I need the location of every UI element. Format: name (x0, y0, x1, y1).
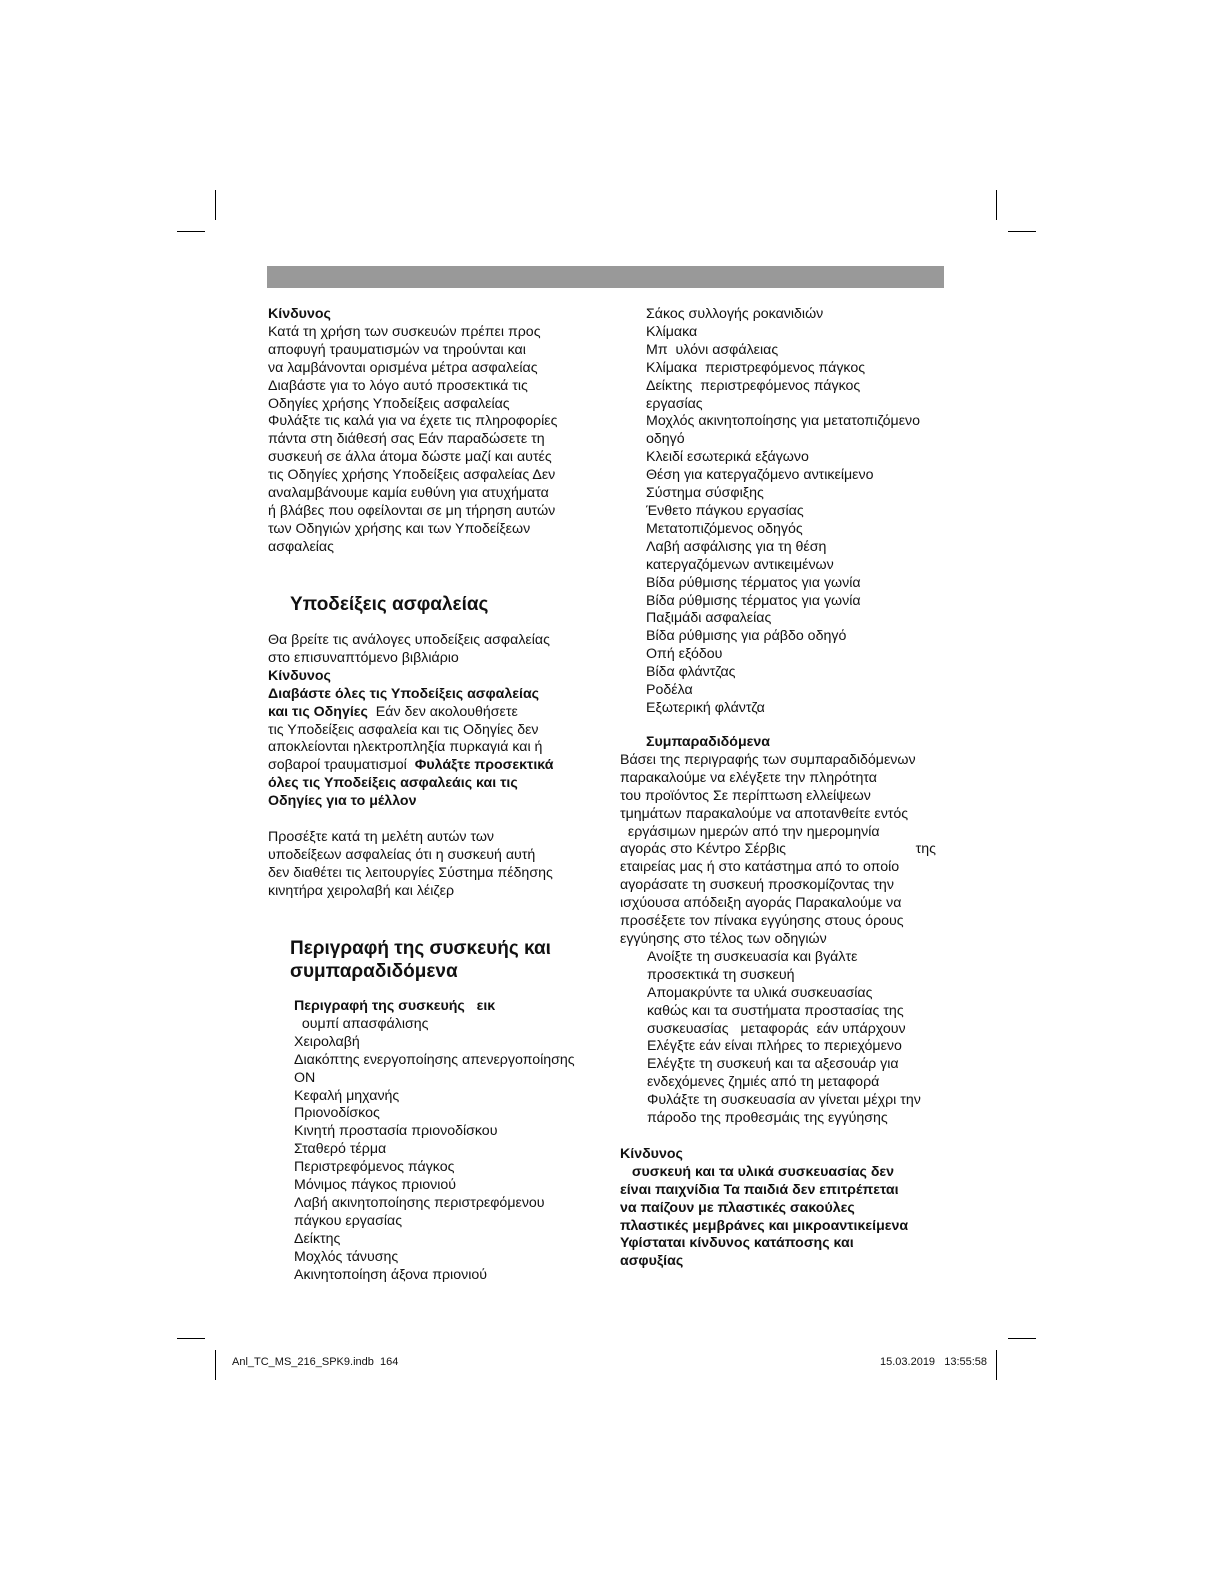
crop-mark-top-left-vertical (215, 190, 216, 220)
supplied-line: εγγύησης στο τέλος των οδηγιών (620, 930, 827, 947)
danger-line: αναλαμβάνουμε καμία ευθύνη για ατυχήματα (268, 485, 549, 502)
crop-mark-bottom-right-vertical (996, 1350, 997, 1380)
list-item: Κεφαλή μηχανής (294, 1087, 400, 1104)
danger-bold-line: όλες τις Υποδείξεις ασφαλεάις και τις (268, 775, 518, 792)
list-item: Μετατοπιζόμενος οδηγός (646, 520, 803, 537)
danger-bold-line: Διαβάστε όλες τις Υποδείξεις ασφαλείας (268, 685, 540, 702)
danger-normal-span: Εάν δεν ακολουθήσετε (367, 703, 518, 720)
danger-heading: Κίνδυνος (268, 306, 331, 322)
left-column (268, 306, 598, 557)
list-item: Κλίμακα (646, 323, 698, 340)
description-heading (290, 937, 551, 983)
list-item: Δείκτης (294, 1230, 341, 1247)
danger-line: πάντα στη διάθεσή σας Εάν παραδώσετε τη (268, 431, 545, 448)
danger-bold-line: ασφυξίας (620, 1253, 684, 1270)
supplied-line-right: της (915, 841, 936, 858)
list-item: Πριονοδίσκος (294, 1105, 380, 1122)
list-item: ON (294, 1069, 316, 1086)
description-heading-line: Περιγραφή της συσκευής και (290, 938, 551, 959)
supplied-line: Βάσει της περιγραφής των συμπαραδιδόμενων (620, 751, 916, 768)
list-item: οδηγό (646, 431, 685, 448)
list-item: Εξωτερική φλάντζα (646, 699, 765, 716)
note-line: κινητήρα χειρολαβή και λέιζερ (268, 882, 455, 899)
danger-line: Κατά τη χρήση των συσκευών πρέπει προς (268, 323, 541, 340)
list-item: Διακόπτης ενεργοποίησης απενεργοποίησης (294, 1051, 575, 1068)
danger-bold-line: Οδηγίες για το μέλλον (268, 793, 417, 810)
list-item: Βίδα φλάντζας (646, 664, 736, 681)
figure-items-list (294, 998, 604, 1285)
danger-line: Οδηγίες χρήσης Υποδείξεις ασφαλείας (268, 395, 510, 412)
danger-bold-line: Υφίσταται κίνδυνος κατάποσης και (620, 1235, 854, 1252)
list-item: Σύστημα σύσφιξης (646, 485, 764, 502)
danger-bold-span: και τις Οδηγίες (268, 703, 368, 720)
header-bar (267, 266, 944, 288)
danger-line: συσκευή σε άλλα άτομα δώστε μαζί και αυτές (268, 449, 552, 466)
supplied-line: εργάσιμων ημερών από την ημερομηνία (620, 823, 880, 840)
supplied-heading: Συμπαραδιδόμενα (646, 734, 770, 750)
supplied-line: παρακαλούμε να ελέγξετε την πληρότητα (620, 769, 877, 786)
danger-line: αποφυγή τραυματισμών να τηρούνται και (268, 341, 526, 358)
danger-line: τις Υποδείξεις ασφαλεία και τις Οδηγίες δεν (268, 721, 539, 738)
safety-intro-line: στο επισυναπτόμενο βιβλιάριο (268, 649, 459, 666)
supplied-line: ισχύουσα απόδειξη αγοράς Παρακαλούμε να (620, 895, 902, 912)
danger-line: Φυλάξτε τις καλά για να έχετε τις πληροφορίες (268, 413, 558, 430)
danger-bold-line: να παίζουν με πλαστικές σακούλες (620, 1199, 855, 1216)
list-item: Σταθερό τέρμα (294, 1141, 387, 1158)
supplied-section (620, 734, 938, 1271)
list-item: ουμπί απασφάλισης (294, 1015, 429, 1032)
list-item: Βίδα ρύθμισης τέρματος για γωνία (646, 592, 861, 609)
step-line: Ανοίξτε τη συσκευασία και βγάλτε (647, 948, 858, 965)
list-item: Παξιμάδι ασφαλείας (646, 610, 772, 627)
safety-intro-line: Θα βρείτε τις ανάλογες υποδείξεις ασφαλείας (268, 632, 550, 648)
crop-mark-bottom-right-horizontal (1008, 1338, 1036, 1339)
right-items-list (646, 306, 946, 718)
danger-line: Διαβάστε για το λόγο αυτό προσεκτικά τις (268, 377, 528, 394)
list-item: Ένθετο πάγκου εργασίας (646, 502, 804, 519)
list-item: Κλίμακα περιστρεφόμενος πάγκος (646, 359, 866, 376)
list-item: Μοχλός ακινητοποίησης για μετατοπιζόμενο (646, 413, 921, 430)
crop-mark-top-left-horizontal (177, 231, 205, 232)
list-item: Μπ υλόνι ασφάλειας (646, 341, 779, 358)
list-item: Κλειδί εσωτερικά εξάγωνο (646, 449, 809, 466)
list-item: Σάκος συλλογής ροκανιδιών (646, 306, 824, 322)
list-item: Βίδα ρύθμισης τέρματος για γωνία (646, 574, 861, 591)
danger-line: των Οδηγιών χρήσης και των Υποδείξεων (268, 520, 531, 537)
list-item: Θέση για κατεργαζόμενο αντικείμενο (646, 467, 874, 484)
footer-timestamp: 15.03.2019 13:55:58 (880, 1356, 988, 1368)
list-item: Λαβή ακινητοποίησης περιστρεφόμενου (294, 1194, 545, 1211)
safety-section (268, 632, 598, 901)
crop-mark-bottom-left-horizontal (177, 1338, 205, 1339)
step-line: Απομακρύντε τα υλικά συσκευασίας (647, 984, 873, 1001)
step-line: πάροδο της προθεσμάις της εγγύησης (647, 1110, 888, 1127)
list-item: Οπή εξόδου (646, 646, 723, 663)
supplied-line-left: αγοράς στο Κέντρο Σέρβις (620, 841, 786, 858)
danger-line: ασφαλείας (268, 538, 334, 555)
danger-heading: Κίνδυνος (268, 667, 331, 684)
safety-heading: Υποδείξεις ασφαλείας (290, 594, 489, 615)
step-line: καθώς και τα συστήματα προστασίας της (647, 1002, 904, 1019)
list-item: Ροδέλα (646, 682, 693, 699)
step-line: ενδεχόμενες ζημιές από τη μεταφορά (647, 1074, 880, 1091)
danger-bold-line: είναι παιχνίδια Τα παιδιά δεν επιτρέπεται (620, 1181, 899, 1198)
list-item: Ακινητοποίηση άξονα πριονιού (294, 1266, 487, 1283)
list-item: πάγκου εργασίας (294, 1212, 403, 1229)
description-heading-line: συμπαραδιδόμενα (290, 961, 458, 982)
list-item: Περιστρεφόμενος πάγκος (294, 1159, 455, 1176)
danger-normal-span: σοβαροί τραυματισμοί (268, 757, 415, 774)
list-item: κατεργαζόμενων αντικειμένων (646, 556, 834, 573)
list-item: εργασίας (646, 395, 703, 412)
footer-file-info: Anl_TC_MS_216_SPK9.indb 164 (232, 1356, 399, 1368)
crop-mark-bottom-left-vertical (215, 1350, 216, 1380)
danger-mixed-line (268, 757, 598, 775)
list-item: Λαβή ασφάλισης για τη θέση (646, 538, 827, 555)
danger-bold-line: συσκευή και τα υλικά συσκευασίας δεν (620, 1163, 895, 1180)
danger-line: ή βλάβες που οφείλονται σε μη τήρηση αυτών (268, 502, 556, 519)
danger-line: να λαμβάνονται ορισμένα μέτρα ασφαλείας (268, 359, 538, 376)
list-item: Χειρολαβή (294, 1033, 360, 1050)
danger-bold-line: πλαστικές μεμβράνες και μικροαντικείμενα (620, 1217, 909, 1234)
supplied-line (620, 841, 938, 859)
step-line: συσκευασίας μεταφοράς εάν υπάρχουν (647, 1020, 906, 1037)
list-item: Δείκτης περιστρεφόμενος πάγκος (646, 377, 861, 394)
supplied-line: προσέξετε τον πίνακα εγγύησης στους όρους (620, 913, 904, 930)
danger-bold-span: Φυλάξτε προσεκτικά (414, 757, 554, 774)
step-line: προσεκτικά τη συσκευή (647, 966, 795, 983)
supplied-line: εταιρείας μας ή στο κατάστημα από το οποίο (620, 859, 900, 876)
supplied-line: του προϊόντος Σε περίπτωση ελλείψεων (620, 787, 871, 804)
supplied-line: τμημάτων παρακαλούμε να αποτανθείτε εντός (620, 805, 909, 822)
danger-mixed-line (268, 704, 598, 722)
list-item: Κινητή προστασία πριονοδίσκου (294, 1123, 498, 1140)
danger-line: αποκλείονται ηλεκτροπληξία πυρκαγιά και ή (268, 739, 543, 756)
danger-heading: Κίνδυνος (620, 1145, 683, 1162)
step-line: Ελέγξτε τη συσκευή και τα αξεσουάρ για (647, 1056, 899, 1073)
note-line: υποδείξεων ασφαλείας ότι η συσκευή αυτή (268, 846, 536, 863)
list-item: Μόνιμος πάγκος πριονιού (294, 1177, 457, 1194)
step-line: Ελέγξτε εάν είναι πλήρες το περιεχόμενο (647, 1038, 902, 1055)
step-line: Φυλάξτε τη συσκευασία αν γίνεται μέχρι την (647, 1092, 921, 1109)
crop-mark-top-right-vertical (996, 190, 997, 220)
note-line: δεν διαθέτει τις λειτουργίες Σύστημα πέδησης (268, 864, 553, 881)
list-item: Βίδα ρύθμισης για ράβδο οδηγό (646, 628, 847, 645)
note-line: Προσέξτε κατά τη μελέτη αυτών των (268, 829, 495, 846)
supplied-line: αγοράσατε τη συσκευή προσκομίζοντας την (620, 877, 894, 894)
crop-mark-top-right-horizontal (1008, 231, 1036, 232)
danger-line: τις Οδηγίες χρήσης Υποδείξεις ασφαλείας Δεν (268, 467, 556, 484)
list-item: Μοχλός τάνυσης (294, 1248, 399, 1265)
figure-heading: Περιγραφή της συσκευής εικ (294, 998, 496, 1014)
